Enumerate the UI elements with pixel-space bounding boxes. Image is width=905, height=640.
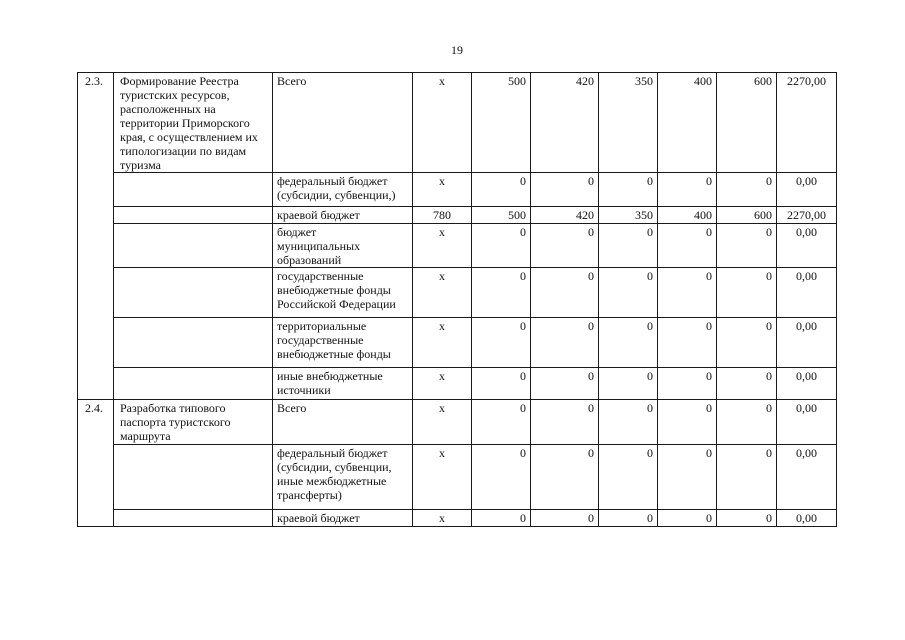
item-description-cell [114,173,273,207]
col-4-cell: x [413,400,472,445]
col-9-cell: 0 [717,445,777,510]
col-8-cell: 0 [658,173,717,207]
col-5-cell: 0 [472,368,531,400]
item-description-cell [114,268,273,318]
item-description-cell: Разработка типового паспорта туристского маршрута [114,400,273,445]
table-row [78,207,837,224]
col-9-cell: 600 [717,73,777,173]
funding-source-cell: краевой бюджет [273,510,413,527]
funding-source-cell: федеральный бюджет (субсидии, субвенции, иные межбюджетные трансферты) [273,445,413,510]
table-row [78,318,837,368]
col-8-cell: 400 [658,73,717,173]
col-7-cell: 0 [599,368,658,400]
col-7-cell: 0 [599,268,658,318]
item-description-cell [114,207,273,224]
table-row [78,368,837,400]
col-8-cell: 0 [658,268,717,318]
col-9-cell: 0 [717,318,777,368]
col-8-cell: 0 [658,510,717,527]
col-5-cell: 500 [472,207,531,224]
col-9-cell: 0 [717,268,777,318]
funding-source-cell: федеральный бюджет (субсидии, субвенции,) [273,173,413,207]
funding-source-cell: иные внебюджетные источники [273,368,413,400]
total-cell: 0,00 [777,510,837,527]
item-description-cell: Формирование Реестра туристских ресурсов, расположенных на территории Приморского края, с осуществлением их типологизации по видам туризма [114,73,273,173]
item-description-cell [114,510,273,527]
col-7-cell: 0 [599,510,658,527]
col-4-cell: x [413,510,472,527]
col-4-cell: x [413,224,472,268]
funding-source-cell: государственные внебюджетные фонды Российской Федерации [273,268,413,318]
col-6-cell: 420 [531,73,599,173]
item-description-cell [114,318,273,368]
total-cell: 0,00 [777,400,837,445]
col-6-cell: 0 [531,445,599,510]
col-4-cell: x [413,445,472,510]
col-4-cell: x [413,73,472,173]
funding-source-cell: Всего [273,400,413,445]
col-7-cell: 0 [599,445,658,510]
item-description-cell [114,368,273,400]
col-6-cell: 420 [531,207,599,224]
total-cell: 0,00 [777,173,837,207]
page-number: 19 [451,43,463,57]
total-cell: 0,00 [777,445,837,510]
funding-source-cell: краевой бюджет [273,207,413,224]
funding-source-cell: бюджет муниципальных образований [273,224,413,268]
col-5-cell: 0 [472,268,531,318]
funding-source-cell: территориальные государственные внебюджетные фонды [273,318,413,368]
col-6-cell: 0 [531,510,599,527]
col-9-cell: 0 [717,368,777,400]
col-5-cell: 500 [472,73,531,173]
col-5-cell: 0 [472,400,531,445]
item-description-cell [114,224,273,268]
col-9-cell: 600 [717,207,777,224]
col-9-cell: 0 [717,173,777,207]
total-cell: 2270,00 [777,73,837,173]
col-6-cell: 0 [531,268,599,318]
total-cell: 0,00 [777,318,837,368]
budget-table [77,72,837,527]
col-9-cell: 0 [717,510,777,527]
col-5-cell: 0 [472,173,531,207]
col-4-cell: x [413,268,472,318]
table-row [78,445,837,510]
col-7-cell: 350 [599,207,658,224]
col-7-cell: 0 [599,400,658,445]
total-cell: 0,00 [777,268,837,318]
col-6-cell: 0 [531,400,599,445]
col-8-cell: 0 [658,368,717,400]
col-6-cell: 0 [531,173,599,207]
table-row [78,173,837,207]
col-4-cell: x [413,173,472,207]
col-8-cell: 0 [658,400,717,445]
item-number-cell: 2.3. [78,73,114,400]
funding-source-cell: Всего [273,73,413,173]
col-6-cell: 0 [531,368,599,400]
col-9-cell: 0 [717,224,777,268]
col-6-cell: 0 [531,318,599,368]
col-4-cell: x [413,318,472,368]
col-5-cell: 0 [472,445,531,510]
col-5-cell: 0 [472,510,531,527]
col-8-cell: 0 [658,318,717,368]
col-8-cell: 0 [658,445,717,510]
col-6-cell: 0 [531,224,599,268]
col-7-cell: 0 [599,173,658,207]
col-5-cell: 0 [472,224,531,268]
item-number-cell: 2.4. [78,400,114,527]
col-4-cell: 780 [413,207,472,224]
col-8-cell: 400 [658,207,717,224]
col-7-cell: 350 [599,73,658,173]
table-row [78,510,837,527]
col-5-cell: 0 [472,318,531,368]
total-cell: 0,00 [777,368,837,400]
budget-table-body [78,73,837,527]
item-description-cell [114,445,273,510]
table-row [78,73,837,173]
table-row [78,224,837,268]
col-8-cell: 0 [658,224,717,268]
col-7-cell: 0 [599,224,658,268]
col-9-cell: 0 [717,400,777,445]
col-7-cell: 0 [599,318,658,368]
table-row [78,400,837,445]
total-cell: 0,00 [777,224,837,268]
table-row [78,268,837,318]
col-4-cell: x [413,368,472,400]
total-cell: 2270,00 [777,207,837,224]
